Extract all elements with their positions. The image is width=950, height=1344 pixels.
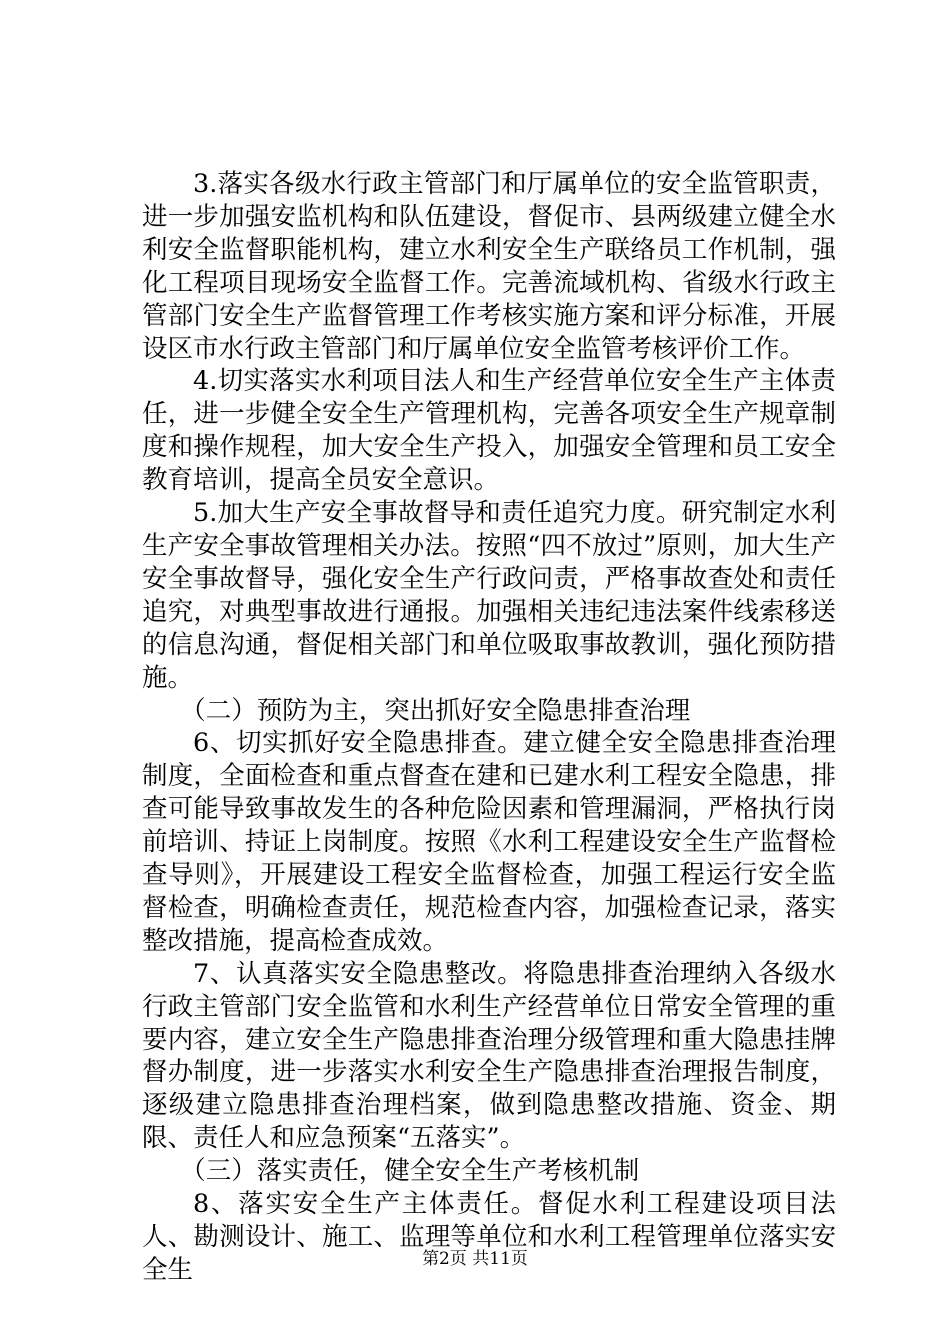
paragraph-item-6: 6、切实抓好安全隐患排查。建立健全安全隐患排查治理制度，全面检查和重点督查在建和已建水利工程安全隐患，排查可能导致事故发生的各种危险因素和管理漏洞，严格执行岗前培训、持证上岗制度。按照《水利工程建设安全生产监督检查导则》，开展建设工程安全监督检查，加强工程运行安全监督检查，明确检查责任，规范检查内容，加强检查记录，落实整改措施，提高检查成效。 <box>142 728 836 956</box>
paragraph-item-7: 7、认真落实安全隐患整改。将隐患排查治理纳入各级水行政主管部门安全监管和水利生产经营单位日常安全管理的重要内容，建立安全生产隐患排查治理分级管理和重大隐患挂牌督办制度，进一步落实水利安全生产隐患排查治理报告制度，逐级建立隐患排查治理档案，做到隐患整改措施、资金、期限、责任人和应急预案“五落实”。 <box>142 958 836 1154</box>
paragraph-item-3: 3.落实各级水行政主管部门和厅属单位的安全监管职责，进一步加强安监机构和队伍建设，督促市、县两级建立健全水利安全监督职能机构，建立水利安全生产联络员工作机制，强化工程项目现场安全监督工作。完善流域机构、省级水行政主管部门安全生产监督管理工作考核实施方案和评分标准，开展设区市水行政主管部门和厅属单位安全监管考核评价工作。 <box>142 169 836 364</box>
document-body <box>142 168 836 1287</box>
section-heading-3: （三）落实责任，健全安全生产考核机制 <box>180 1156 640 1187</box>
paragraph-item-8: 8、落实安全生产主体责任。督促水利工程建设项目法人、勘测设计、施工、监理等单位和水利工程管理单位落实安全生 <box>142 1189 836 1285</box>
paragraph-item-4: 4.切实落实水利项目法人和生产经营单位安全生产主体责任，进一步健全安全生产管理机构，完善各项安全生产规章制度和操作规程，加大安全生产投入，加强安全管理和员工安全教育培训，提高全员安全意识。 <box>142 366 836 496</box>
page-footer: 第2页 共11页 <box>422 1249 528 1269</box>
paragraph-item-5: 5.加大生产安全事故督导和责任追究力度。研究制定水利生产安全事故管理相关办法。按照“四不放过”原则，加大生产安全事故督导，强化安全生产行政问责，严格事故查处和责任追究，对典型事故进行通报。加强相关违纪违法案件线索移送的信息沟通，督促相关部门和单位吸取事故教训，强化预防措施。 <box>142 498 836 693</box>
section-heading-2: （二）预防为主，突出抓好安全隐患排查治理 <box>180 695 691 726</box>
